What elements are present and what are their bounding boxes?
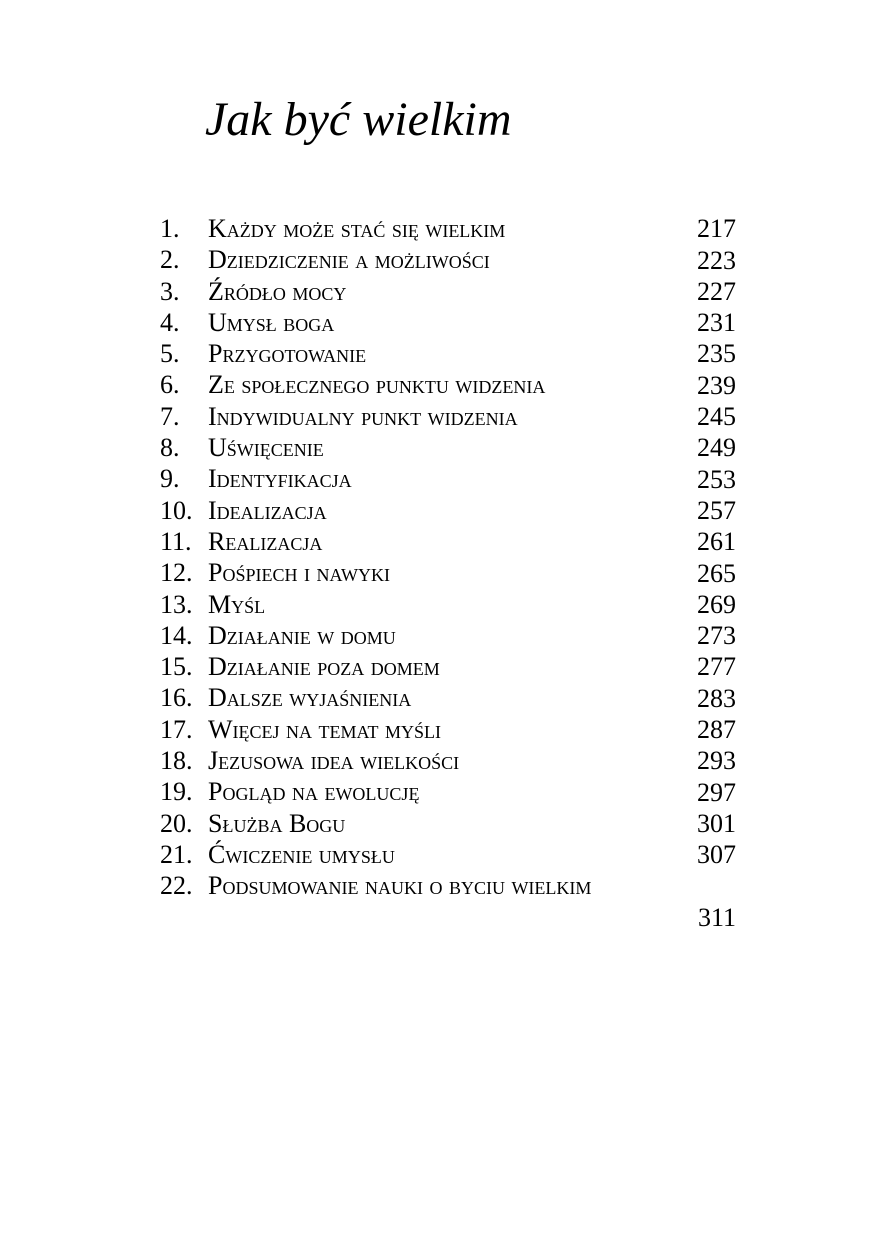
toc-entry[interactable] (160, 495, 740, 526)
toc-page-number: 257 (697, 495, 736, 525)
toc-page-number: 253 (697, 464, 736, 494)
toc-title: Umysł boga (208, 307, 335, 337)
toc-title: Przygotowanie (208, 339, 367, 369)
toc-title: Uświęcenie (208, 433, 324, 463)
toc-title: Dziedziczenie a możliwości (208, 245, 490, 275)
toc-number: 1. (160, 214, 180, 243)
toc-entry[interactable] (160, 745, 740, 776)
toc-entry[interactable] (160, 557, 740, 588)
toc-number: 15. (160, 652, 193, 682)
toc-page-number: 283 (697, 683, 736, 713)
toc-number: 8. (160, 433, 180, 463)
toc-page-number: 301 (697, 808, 736, 838)
toc-number: 17. (160, 714, 193, 744)
toc-number: 22. (160, 871, 193, 901)
toc-title: Działanie poza domem (208, 652, 440, 682)
toc-page-number: 235 (697, 339, 736, 369)
toc-page-number: 231 (697, 308, 736, 338)
toc-entry[interactable] (160, 526, 740, 557)
toc-title: Dalsze wyjaśnienia (208, 683, 412, 713)
toc-title: Pośpiech i nawyki (208, 558, 391, 588)
toc-entry[interactable] (160, 307, 740, 338)
toc-number: 10. (160, 495, 193, 525)
toc-page-number: 223 (697, 245, 736, 275)
toc-page-number: 217 (697, 214, 736, 244)
toc-entry[interactable] (160, 620, 740, 651)
toc-title: Każdy może stać się wielkim (208, 214, 506, 243)
toc-entry[interactable] (160, 369, 740, 400)
toc-page-number: 245 (697, 402, 736, 432)
toc-title: Pogląd na ewolucję (208, 777, 420, 807)
toc-number: 20. (160, 808, 193, 838)
toc-page-number: 293 (697, 746, 736, 776)
toc-page-number: 307 (697, 840, 736, 870)
toc-entry[interactable] (160, 338, 740, 369)
toc-number: 3. (160, 276, 180, 306)
toc-number: 5. (160, 339, 180, 369)
toc-number: 6. (160, 370, 180, 400)
toc-entry[interactable] (160, 870, 740, 933)
toc-title: Podsumowanie nauki o byciu wielkim (208, 871, 592, 901)
toc-number: 18. (160, 746, 193, 776)
toc-entry[interactable] (160, 651, 740, 682)
toc-entry[interactable] (160, 589, 740, 620)
toc-title: Więcej na temat myśli (208, 714, 442, 744)
toc-entry[interactable] (160, 244, 740, 275)
toc-entry[interactable] (160, 682, 740, 713)
toc-title: Jezusowa idea wielkości (208, 746, 460, 776)
toc-page-number: 261 (697, 527, 736, 557)
toc-number: 2. (160, 245, 180, 275)
toc-number: 14. (160, 620, 193, 650)
toc-page-number: 273 (697, 621, 736, 651)
toc-page-number: 239 (697, 370, 736, 400)
toc-number: 13. (160, 589, 193, 619)
toc-number: 7. (160, 401, 180, 431)
toc-number: 21. (160, 839, 193, 869)
toc-page-number: 297 (697, 777, 736, 807)
toc-title: Źródło mocy (208, 276, 347, 306)
toc-number: 16. (160, 683, 193, 713)
toc-title: Realizacja (208, 526, 323, 556)
toc-number: 12. (160, 558, 193, 588)
toc-title: Idealizacja (208, 495, 327, 525)
toc-title: Identyfikacja (208, 464, 352, 494)
toc-entry[interactable] (160, 776, 740, 807)
table-of-contents (160, 213, 740, 933)
toc-page-number: 287 (697, 715, 736, 745)
toc-page-number: 311 (697, 902, 736, 932)
toc-number: 4. (160, 307, 180, 337)
toc-page-number: 269 (697, 589, 736, 619)
toc-entry[interactable] (160, 714, 740, 745)
toc-entry[interactable] (160, 839, 740, 870)
toc-entry[interactable] (160, 401, 740, 432)
page-title: Jak być wielkim (205, 93, 512, 146)
toc-entry[interactable] (160, 808, 740, 839)
toc-page-number: 227 (697, 276, 736, 306)
toc-entry[interactable] (160, 276, 740, 307)
toc-page-number: 249 (697, 433, 736, 463)
toc-title: Indywidualny punkt widzenia (208, 401, 518, 431)
toc-title: Służba Bogu (208, 808, 346, 838)
toc-page-number: 277 (697, 652, 736, 682)
toc-number: 11. (160, 526, 192, 556)
toc-title: Działanie w domu (208, 620, 396, 650)
toc-title: Myśl (208, 589, 266, 619)
toc-entry[interactable] (160, 213, 740, 244)
toc-title: Ćwiczenie umysłu (208, 839, 395, 869)
toc-page-number: 265 (697, 558, 736, 588)
toc-number: 9. (160, 464, 180, 494)
toc-number: 19. (160, 777, 193, 807)
toc-entry[interactable] (160, 432, 740, 463)
toc-entry[interactable] (160, 463, 740, 494)
toc-title: Ze społecznego punktu widzenia (208, 370, 546, 400)
